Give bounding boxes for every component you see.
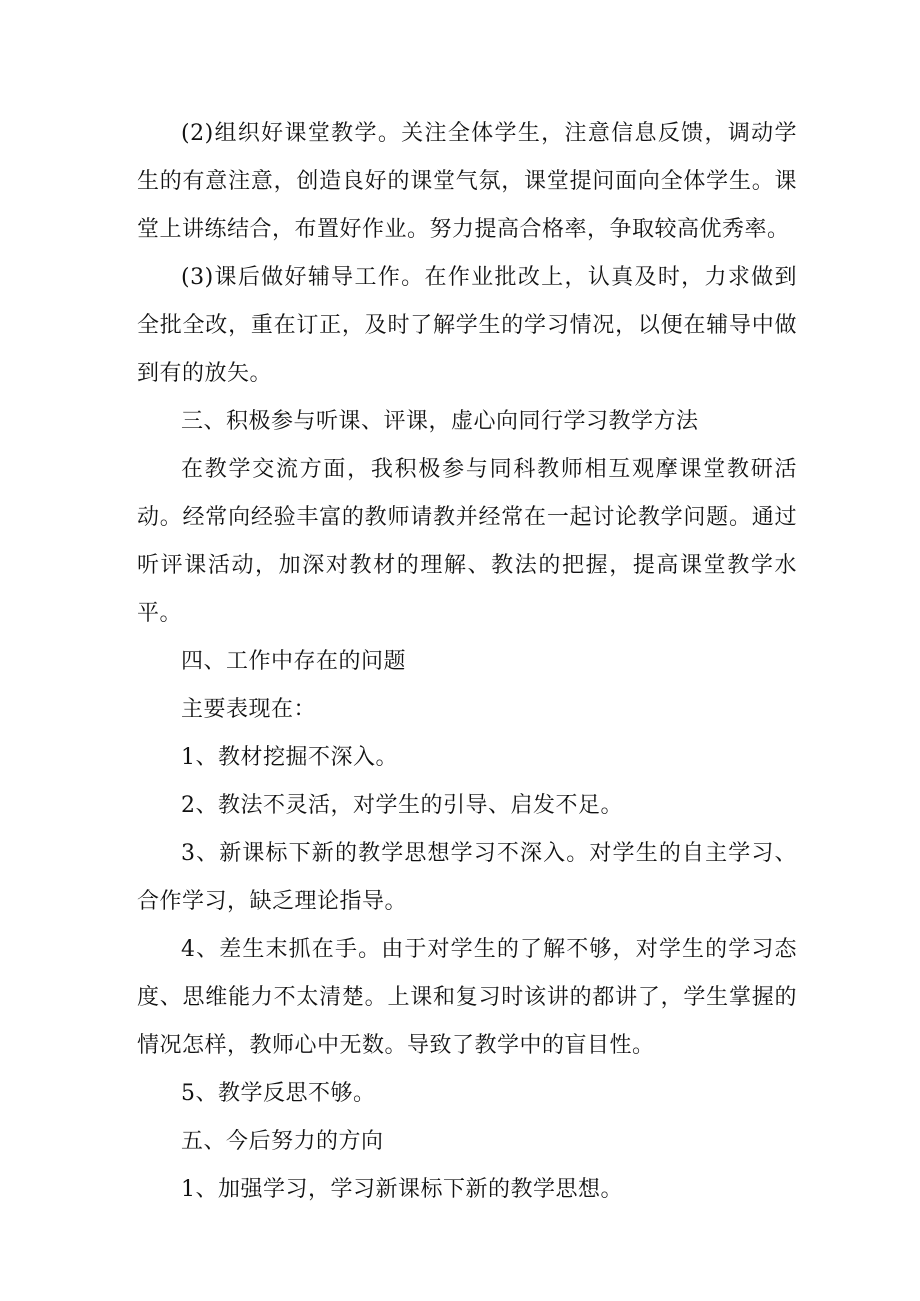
section-heading-3: 三、积极参与听课、评课，虚心向同行学习教学方法 <box>181 409 699 434</box>
section-heading-5: 五、今后努力的方向 <box>181 1129 384 1154</box>
list-item-1: 1、教材挖掘不深入。 <box>181 745 398 770</box>
paragraph-teaching-exchange: 在教学交流方面，我积极参与同科教师相互观摩课堂教研活动。经常向经验丰富的教师请教并经常在一起讨论教学问题。通过听评课活动，加深对教材的理解、教法的把握，提高课堂教学水平。 <box>137 457 797 626</box>
list-item-5: 5、教学反思不够。 <box>181 1081 376 1106</box>
document-body <box>137 110 797 1214</box>
paragraph-main-issues-intro: 主要表现在： <box>181 697 317 722</box>
paragraph-after-class-tutoring: (3)课后做好辅导工作。在作业批改上，认真及时，力求做到全批全改，重在订正，及时了解学生的学习情况，以便在辅导中做到有的放矢。 <box>137 265 797 386</box>
future-item-1: 1、加强学习，学习新课标下新的教学思想。 <box>181 1177 623 1202</box>
list-item-4: 4、差生末抓在手。由于对学生的了解不够，对学生的学习态度、思维能力不太清楚。上课和复习时该讲的都讲了，学生掌握的情况怎样，教师心中无数。导致了教学中的盲目性。 <box>137 937 797 1058</box>
list-item-3: 3、新课标下新的教学思想学习不深入。对学生的自主学习、合作学习，缺乏理论指导。 <box>137 841 797 914</box>
section-heading-4: 四、工作中存在的问题 <box>181 649 407 674</box>
paragraph-organize-teaching: (2)组织好课堂教学。关注全体学生，注意信息反馈，调动学生的有意注意，创造良好的课堂气氛，课堂提问面向全体学生。课堂上讲练结合，布置好作业。努力提高合格率，争取较高优秀率。 <box>137 121 797 242</box>
list-item-2: 2、教法不灵活，对学生的引导、启发不足。 <box>181 793 623 818</box>
